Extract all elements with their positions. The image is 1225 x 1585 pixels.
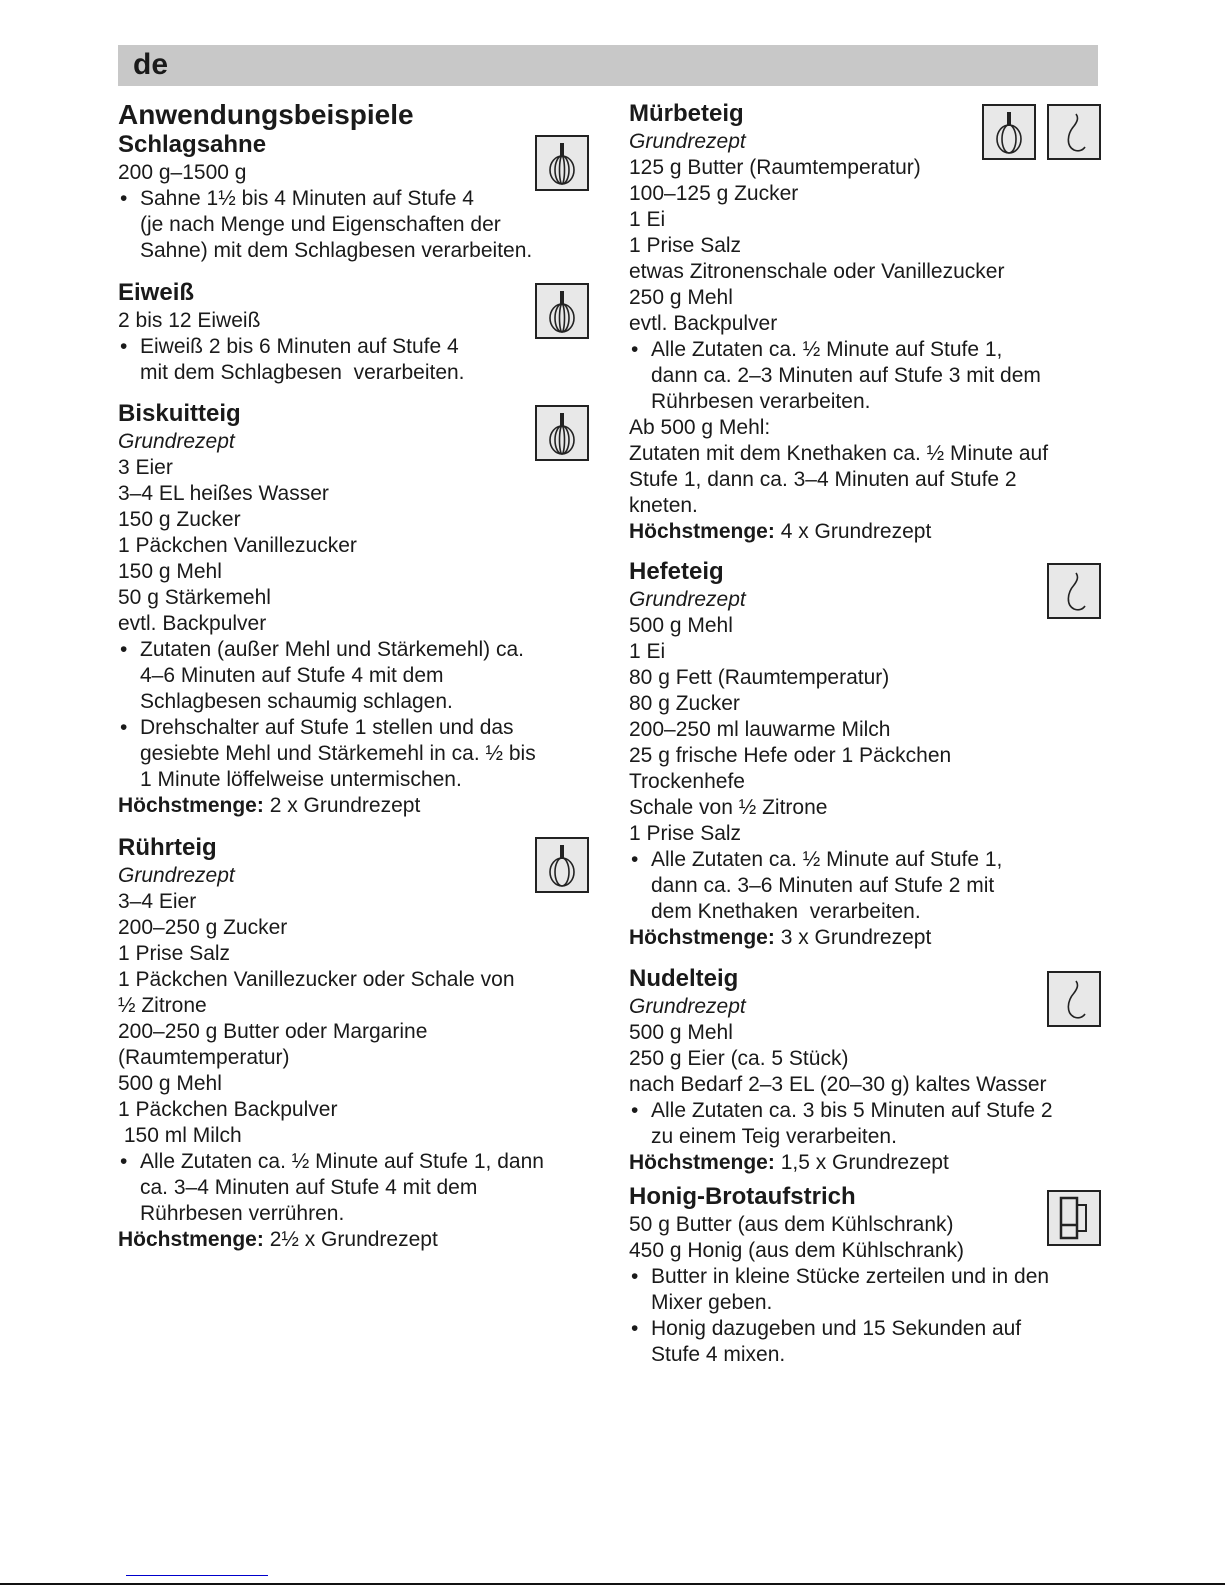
recipe-heading: Hefeteig [629, 558, 724, 585]
instruction-line: mit dem Schlagbesen verarbeiten. [140, 361, 465, 384]
recipe-heading: Biskuitteig [118, 400, 241, 427]
ingredient-line: etwas Zitronenschale oder Vanillezucker [629, 260, 1005, 283]
ingredient-line: kneten. [629, 494, 698, 517]
ingredient-line: 150 g Mehl [118, 560, 222, 583]
ingredient-line: 1 Prise Salz [629, 234, 742, 257]
instruction-bullet [118, 637, 588, 715]
recipe-hefeteig [629, 557, 1099, 951]
ingredient-line: 1 Prise Salz [118, 942, 231, 965]
instruction-bullet [118, 1149, 588, 1227]
ingredient-line: Stufe 1, dann ca. 3–4 Minuten auf Stufe 2 [629, 468, 1017, 491]
ingredient-line: 50 g Stärkemehl [118, 586, 271, 609]
ingredient-line: 200–250 ml lauwarme Milch [629, 718, 891, 741]
hook-icon [1047, 104, 1101, 160]
recipe-ruehrteig [118, 833, 588, 1253]
recipe-subtitle: Grundrezept [118, 430, 235, 453]
ingredient-line: ½ Zitrone [118, 994, 207, 1017]
max-quantity [118, 793, 588, 819]
max-quantity-value: 4 x Grundrezept [774, 520, 932, 543]
max-quantity-label: Höchstmenge: [629, 1151, 775, 1174]
instruction-line: Alle Zutaten ca. 3 bis 5 Minuten auf Stufe 2 [651, 1099, 1053, 1122]
bullet-icon: • [120, 335, 128, 358]
ingredient-line: 250 g Eier (ca. 5 Stück) [629, 1047, 849, 1070]
ingredient-line: 3 Eier [118, 456, 173, 479]
ingredient-line: 450 g Honig (aus dem Kühlschrank) [629, 1239, 965, 1262]
max-quantity-value: 3 x Grundrezept [774, 926, 932, 949]
ingredient-line: Ab 500 g Mehl: [629, 416, 771, 439]
recipe-nudelteig [629, 964, 1099, 1176]
bullet-icon: • [120, 716, 128, 739]
recipe-subtitle: Grundrezept [629, 588, 746, 611]
recipe-heading: Rührteig [118, 834, 217, 861]
recipe-eiweiss [118, 278, 588, 386]
max-quantity-label: Höchstmenge: [629, 520, 775, 543]
bullet-icon: • [120, 1150, 128, 1173]
instruction-line: Sahne) mit dem Schlagbesen verarbeiten. [140, 239, 533, 262]
instruction-line: Zutaten (außer Mehl und Stärkemehl) ca. [140, 638, 525, 661]
ingredient-line: nach Bedarf 2–3 EL (20–30 g) kaltes Wasser [629, 1073, 1047, 1096]
instruction-bullet [629, 1098, 1099, 1150]
ingredient-line: 150 ml Milch [118, 1124, 242, 1147]
beater-icon [535, 837, 589, 893]
ingredient-line: 500 g Mehl [118, 1072, 222, 1095]
ingredient-line: 150 g Zucker [118, 508, 241, 531]
recipe-subtitle: Grundrezept [118, 864, 235, 887]
instruction-line: Mixer geben. [651, 1291, 773, 1314]
ingredient-line: 100–125 g Zucker [629, 182, 799, 205]
language-code: de [133, 48, 169, 81]
bullet-icon: • [120, 187, 128, 210]
bullet-icon: • [120, 638, 128, 661]
bullet-icon: • [631, 338, 639, 361]
instruction-line: Rührbesen verrühren. [140, 1202, 345, 1225]
whisk-icon [535, 283, 589, 339]
recipe-subtitle: Grundrezept [629, 995, 746, 1018]
instruction-line: Alle Zutaten ca. ½ Minute auf Stufe 1, [651, 848, 1003, 871]
instruction-line: dann ca. 2–3 Minuten auf Stufe 3 mit dem [651, 364, 1041, 387]
ingredient-line: 1 Päckchen Vanillezucker oder Schale von [118, 968, 515, 991]
instruction-line: Alle Zutaten ca. ½ Minute auf Stufe 1, dann [140, 1150, 544, 1173]
instruction-bullet [629, 847, 1099, 925]
instruction-line: 4–6 Minuten auf Stufe 4 mit dem [140, 664, 444, 687]
bullet-icon: • [631, 1099, 639, 1122]
recipe-honig-brotaufstrich [629, 1182, 1099, 1368]
ingredient-line: Zutaten mit dem Knethaken ca. ½ Minute auf [629, 442, 1049, 465]
recipe-heading: Schlagsahne [118, 131, 267, 158]
ingredient-line: 200–250 g Butter oder Margarine [118, 1020, 428, 1043]
instruction-line: gesiebte Mehl und Stärkemehl in ca. ½ bis [140, 742, 536, 765]
footer-link[interactable] [126, 1575, 268, 1576]
ingredient-line: 1 Päckchen Backpulver [118, 1098, 338, 1121]
instruction-bullet [118, 334, 588, 386]
instruction-bullet [629, 337, 1099, 415]
ingredient-line: 1 Ei [629, 640, 666, 663]
instruction-bullet [118, 715, 588, 793]
instruction-line: Sahne 1½ bis 4 Minuten auf Stufe 4 [140, 187, 474, 210]
max-quantity [629, 519, 1099, 545]
ingredient-line: 1 Prise Salz [629, 822, 742, 845]
instruction-line: Alle Zutaten ca. ½ Minute auf Stufe 1, [651, 338, 1003, 361]
page-title: Anwendungsbeispiele [118, 99, 414, 130]
beater-icon [982, 104, 1036, 160]
ingredient-line: 3–4 EL heißes Wasser [118, 482, 329, 505]
max-quantity-label: Höchstmenge: [118, 1228, 264, 1251]
language-bar [118, 45, 1098, 86]
bullet-icon: • [631, 1265, 639, 1288]
instruction-bullet [629, 1316, 1099, 1368]
ingredient-line: 80 g Zucker [629, 692, 740, 715]
recipe-heading: Honig-Brotaufstrich [629, 1183, 856, 1210]
instruction-line: zu einem Teig verarbeiten. [651, 1125, 897, 1148]
ingredient-line: Schale von ½ Zitrone [629, 796, 828, 819]
ingredient-line: 1 Päckchen Vanillezucker [118, 534, 357, 557]
max-quantity [629, 925, 1099, 951]
hook-icon [1047, 563, 1101, 619]
max-quantity-value: 1,5 x Grundrezept [774, 1151, 949, 1174]
instruction-line: 1 Minute löffelweise untermischen. [140, 768, 462, 791]
instruction-line: Honig dazugeben und 15 Sekunden auf [651, 1317, 1022, 1340]
ingredient-line: 500 g Mehl [629, 614, 733, 637]
ingredient-line: 1 Ei [629, 208, 666, 231]
ingredient-line: 50 g Butter (aus dem Kühlschrank) [629, 1213, 954, 1236]
recipe-heading: Eiweiß [118, 279, 195, 306]
max-quantity-value: 2 x Grundrezept [263, 794, 421, 817]
instruction-bullet [629, 1264, 1099, 1316]
recipe-subtitle: Grundrezept [629, 130, 746, 153]
blender-icon [1047, 1190, 1101, 1246]
ingredient-line: 200–250 g Zucker [118, 916, 288, 939]
whisk-icon [535, 135, 589, 191]
instruction-line: ca. 3–4 Minuten auf Stufe 4 mit dem [140, 1176, 478, 1199]
instruction-line: Rührbesen verarbeiten. [651, 390, 871, 413]
instruction-line: Drehschalter auf Stufe 1 stellen und das [140, 716, 514, 739]
hook-icon [1047, 971, 1101, 1027]
instruction-line: dem Knethaken verarbeiten. [651, 900, 921, 923]
recipe-biskuitteig [118, 399, 588, 819]
instruction-line: Eiweiß 2 bis 6 Minuten auf Stufe 4 [140, 335, 459, 358]
instruction-line: (je nach Menge und Eigenschaften der [140, 213, 501, 236]
max-quantity [629, 1150, 1099, 1176]
instruction-bullet [118, 186, 588, 264]
max-quantity-label: Höchstmenge: [118, 794, 264, 817]
ingredient-line: 200 g–1500 g [118, 161, 247, 184]
recipe-heading: Mürbeteig [629, 100, 744, 127]
ingredient-line: 125 g Butter (Raumtemperatur) [629, 156, 921, 179]
instruction-line: Butter in kleine Stücke zerteilen und in den [651, 1265, 1050, 1288]
ingredient-line: 250 g Mehl [629, 286, 733, 309]
ingredient-line: evtl. Backpulver [629, 312, 778, 335]
instruction-line: dann ca. 3–6 Minuten auf Stufe 2 mit [651, 874, 995, 897]
bullet-icon: • [631, 1317, 639, 1340]
instruction-line: Schlagbesen schaumig schlagen. [140, 690, 453, 713]
ingredient-line: 25 g frische Hefe oder 1 Päckchen [629, 744, 952, 767]
ingredient-line: 500 g Mehl [629, 1021, 733, 1044]
ingredient-line: 3–4 Eier [118, 890, 197, 913]
ingredient-line: (Raumtemperatur) [118, 1046, 290, 1069]
bullet-icon: • [631, 848, 639, 871]
recipe-heading: Nudelteig [629, 965, 739, 992]
max-quantity-label: Höchstmenge: [629, 926, 775, 949]
max-quantity [118, 1227, 588, 1253]
ingredient-line: 2 bis 12 Eiweiß [118, 309, 261, 332]
whisk-icon [535, 405, 589, 461]
instruction-line: Stufe 4 mixen. [651, 1343, 786, 1366]
ingredient-line: 80 g Fett (Raumtemperatur) [629, 666, 890, 689]
ingredient-line: evtl. Backpulver [118, 612, 267, 635]
recipe-schlagsahne [118, 130, 588, 264]
ingredient-line: Trockenhefe [629, 770, 745, 793]
recipe-muerbeteig [629, 99, 1099, 545]
max-quantity-value: 2½ x Grundrezept [263, 1228, 438, 1251]
